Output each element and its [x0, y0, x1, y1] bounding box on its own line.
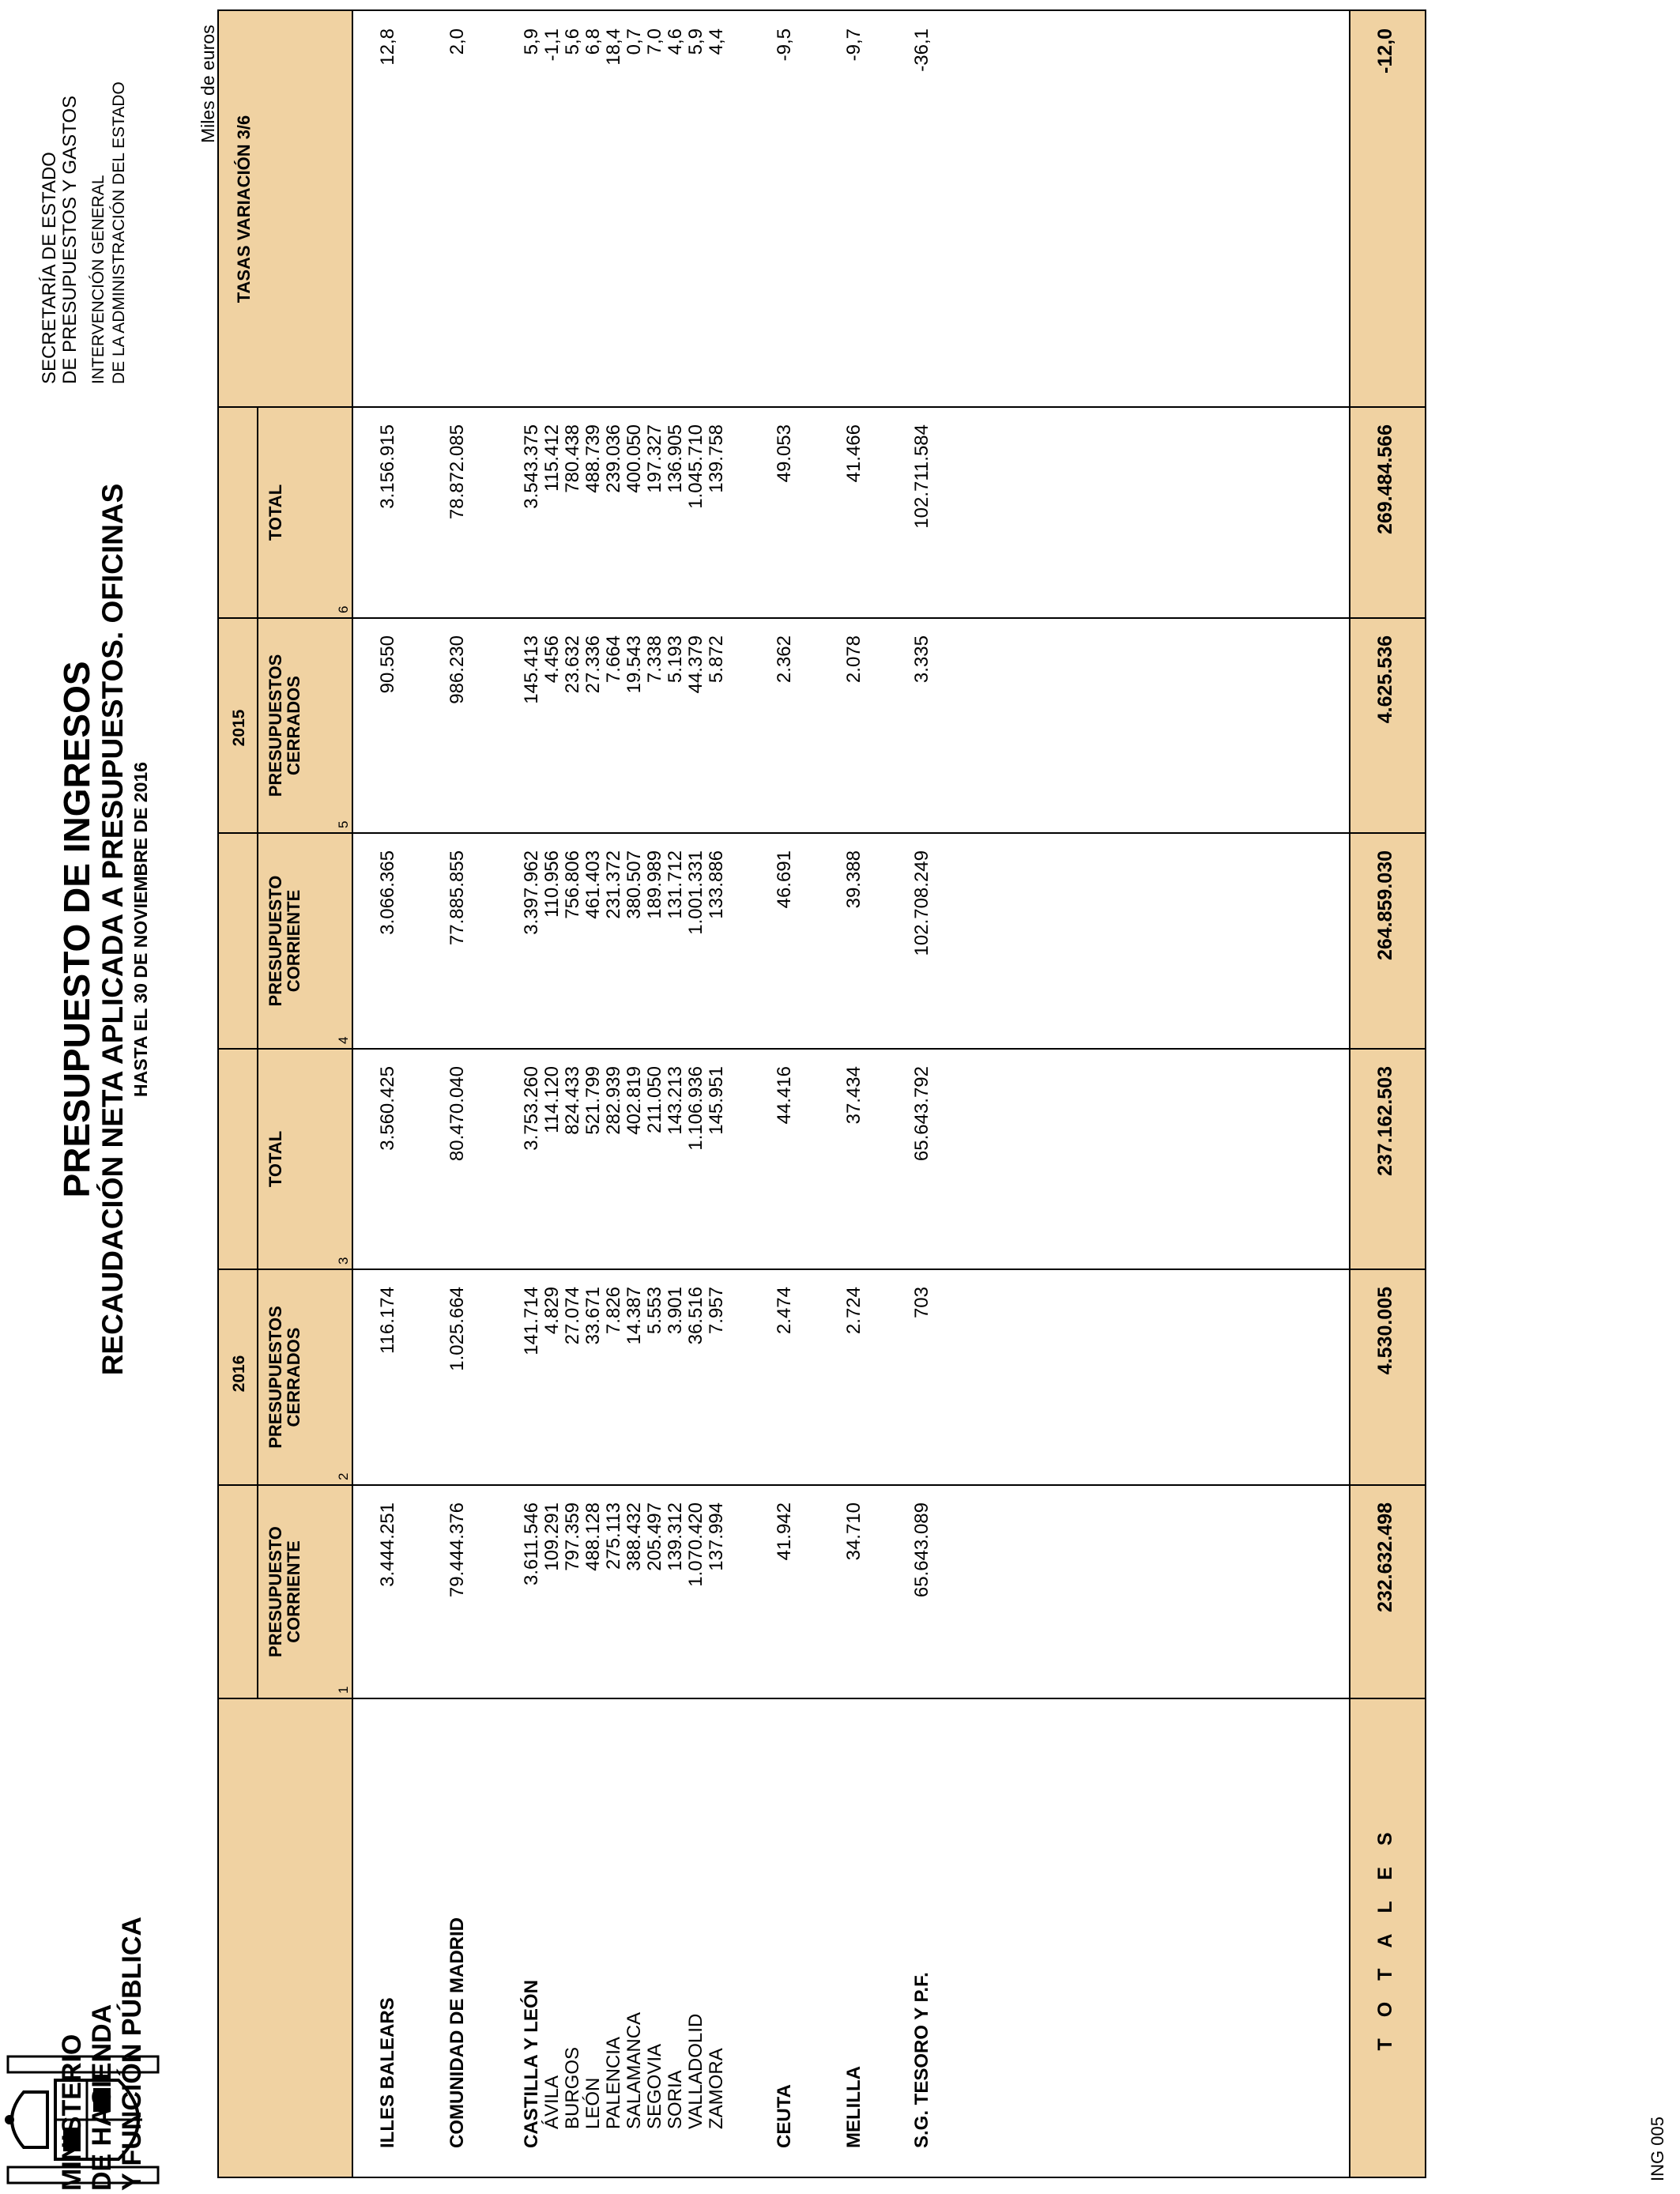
secretaria-line-2: DE PRESUPUESTOS Y GASTOS [59, 95, 81, 384]
column-header: PRESUPUESTOS CERRADOS [266, 654, 303, 797]
cell-value: 4,4 [706, 28, 727, 55]
row-label: LEÓN [582, 2077, 604, 2129]
cell-value: 136.905 [665, 424, 686, 493]
cell-value: 488.128 [582, 1502, 604, 1571]
cell-value: 2.078 [843, 635, 864, 684]
cell-value: -9,5 [774, 28, 795, 62]
cell-value: 5,9 [685, 28, 706, 55]
totals-value: 237.162.503 [1374, 1066, 1396, 1177]
row-label: VALLADOLID [685, 2013, 706, 2129]
cell-value: 36.516 [685, 1287, 706, 1345]
cell-value: 5.872 [706, 635, 727, 684]
year-2016-label: 2016 [230, 1355, 248, 1393]
report-date: HASTA EL 30 DE NOVIEMBRE DE 2016 [130, 762, 151, 1097]
cell-value: 461.403 [582, 850, 604, 919]
row-label: CEUTA [774, 2084, 795, 2148]
cell-value: 1.070.420 [685, 1502, 706, 1587]
cell-value: 282.939 [603, 1066, 624, 1135]
column-number: 1 [336, 1686, 351, 1694]
units-label: Miles de euros [198, 25, 218, 143]
cell-value: 34.710 [843, 1502, 864, 1561]
secretaria-line-1: SECRETARÍA DE ESTADO [39, 152, 60, 384]
cell-value: 2,0 [446, 28, 468, 55]
cell-value: 824.433 [562, 1066, 583, 1135]
row-label: SEGOVIA [644, 2043, 665, 2129]
column-divider [219, 1269, 1425, 1270]
cell-value: 77.885.855 [446, 850, 468, 946]
cell-value: 7.957 [706, 1287, 727, 1335]
cell-value: 102.711.584 [911, 424, 932, 529]
row-label: BURGOS [562, 2046, 583, 2129]
ministry-name [57, 1851, 147, 2191]
cell-value: 189.989 [644, 850, 665, 919]
cell-value: 5.553 [644, 1287, 665, 1335]
cell-value: 7,0 [644, 28, 665, 55]
cell-value: 3.611.546 [521, 1502, 542, 1585]
cell-value: 703 [911, 1287, 932, 1319]
cell-value: 797.359 [562, 1502, 583, 1571]
cell-value: 521.799 [582, 1066, 604, 1135]
column-divider [219, 1484, 1425, 1486]
cell-value: 1.045.710 [685, 424, 706, 509]
cell-value: 143.213 [665, 1066, 686, 1135]
report-title: PRESUPUESTO DE INGRESOS [56, 661, 97, 1198]
cell-value: 133.886 [706, 850, 727, 919]
cell-value: 986.230 [446, 635, 468, 704]
cell-value: 275.113 [603, 1502, 624, 1570]
cell-value: 41.466 [843, 424, 864, 483]
cell-value: 114.120 [541, 1066, 563, 1133]
report-subtitle: RECAUDACIÓN NETA APLICADA A PRESUPUESTOS. OFICINAS [96, 483, 129, 1376]
cell-value: 3.901 [665, 1287, 686, 1335]
cell-value: 197.327 [644, 424, 665, 493]
cell-value: 1.025.664 [446, 1287, 468, 1371]
column-divider [219, 1048, 1425, 1050]
column-number: 2 [336, 1472, 351, 1480]
cell-value: 211.050 [644, 1066, 665, 1133]
ministry-line-3: Y FUNCIÓN PÚBLICA [117, 1917, 147, 2191]
cell-value: 3.560.425 [377, 1066, 398, 1151]
cell-value: 49.053 [774, 424, 795, 483]
row-label: ÁVILA [541, 2075, 563, 2129]
secretaria-block [40, 5, 130, 384]
cell-value: 145.951 [706, 1066, 727, 1135]
data-table [217, 9, 1426, 2178]
row-label: SALAMANCA [623, 2011, 645, 2129]
cell-value: 4.456 [541, 635, 563, 684]
cell-value: 110.956 [541, 850, 563, 918]
cell-value: -36,1 [911, 28, 932, 72]
cell-value: 3.543.375 [521, 424, 542, 509]
totals-value: 232.632.498 [1374, 1502, 1396, 1613]
cell-value: 5,6 [562, 28, 583, 55]
column-number: 4 [336, 1036, 351, 1044]
cell-value: 139.758 [706, 424, 727, 493]
cell-value: 400.050 [623, 424, 645, 493]
cell-value: 2.724 [843, 1287, 864, 1335]
cell-value: 3.444.251 [377, 1502, 398, 1587]
cell-value: 131.712 [665, 850, 686, 919]
cell-value: 5.193 [665, 635, 686, 684]
cell-value: 79.444.376 [446, 1502, 468, 1598]
cell-value: 137.994 [706, 1502, 727, 1571]
column-header: TASAS VARIACIÓN 3/6 [234, 115, 254, 303]
totals-value: 4.530.005 [1374, 1287, 1396, 1375]
report-titles [57, 376, 152, 1483]
totals-value: 4.625.536 [1374, 635, 1396, 724]
totals-value: 264.859.030 [1374, 850, 1396, 961]
intervencion-line-2: DE LA ADMINISTRACIÓN DEL ESTADO [110, 81, 128, 384]
cell-value: 19.543 [623, 635, 645, 694]
row-label: SORIA [665, 2070, 686, 2129]
cell-value: 12,8 [377, 28, 398, 66]
cell-value: 46.691 [774, 850, 795, 909]
cell-value: 141.714 [521, 1287, 542, 1355]
column-header: TOTAL [266, 484, 285, 541]
cell-value: 3.066.365 [377, 850, 398, 935]
cell-value: 231.372 [603, 850, 624, 919]
intervencion-line-1: INTERVENCIÓN GENERAL [89, 175, 107, 384]
ministry-line-2: DE HACIENDA [87, 2004, 117, 2191]
cell-value: 78.872.085 [446, 424, 468, 520]
cell-value: 3.335 [911, 635, 932, 684]
year-header-divider [257, 407, 258, 1698]
cell-value: 80.470.040 [446, 1066, 468, 1162]
cell-value: 102.708.249 [911, 850, 932, 956]
cell-value: 109.291 [541, 1502, 563, 1571]
column-divider [219, 1698, 1425, 1699]
cell-value: 65.643.792 [911, 1066, 932, 1162]
cell-value: 3.397.962 [521, 850, 542, 935]
cell-value: 0,7 [623, 28, 645, 55]
cell-value: 205.497 [644, 1502, 665, 1571]
year-2015-label: 2015 [230, 709, 248, 747]
cell-value: 2.362 [774, 635, 795, 684]
cell-value: 41.942 [774, 1502, 795, 1561]
cell-value: 39.388 [843, 850, 864, 909]
cell-value: -1,1 [541, 28, 563, 62]
column-number: 5 [336, 820, 351, 828]
column-header: TOTAL [266, 1130, 285, 1188]
cell-value: 5,9 [521, 28, 542, 55]
cell-value: 388.432 [623, 1502, 645, 1571]
cell-value: 44.379 [685, 635, 706, 694]
row-label: ILLES BALEARS [377, 1997, 398, 2148]
column-divider [219, 832, 1425, 834]
cell-value: 6,8 [582, 28, 604, 55]
cell-value: 488.739 [582, 424, 604, 493]
cell-value: 33.671 [582, 1287, 604, 1345]
totals-value: 269.484.566 [1374, 424, 1396, 535]
cell-value: 65.643.089 [911, 1502, 932, 1598]
ministry-line-1: MINISTERIO [57, 2034, 87, 2191]
cell-value: 37.434 [843, 1066, 864, 1125]
cell-value: 7.826 [603, 1287, 624, 1335]
cell-value: 4.829 [541, 1287, 563, 1335]
row-label: ZAMORA [706, 2048, 727, 2129]
cell-value: 27.336 [582, 635, 604, 694]
cell-value: 27.074 [562, 1287, 583, 1345]
cell-value: 402.819 [623, 1066, 645, 1135]
column-divider [219, 406, 1425, 408]
cell-value: 1.106.936 [685, 1066, 706, 1151]
cell-value: 139.312 [665, 1502, 686, 1571]
cell-value: -9,7 [843, 28, 864, 62]
row-label: MELILLA [843, 2066, 864, 2148]
cell-value: 1.001.331 [685, 850, 706, 935]
cell-value: 23.632 [562, 635, 583, 694]
cell-value: 7.338 [644, 635, 665, 684]
cell-value: 18,4 [603, 28, 624, 66]
row-label: CASTILLA Y LEÓN [521, 1980, 542, 2148]
column-number: 6 [336, 605, 351, 613]
cell-value: 115.412 [541, 424, 563, 492]
cell-value: 90.550 [377, 635, 398, 694]
cell-value: 116.174 [377, 1287, 398, 1354]
cell-value: 3.156.915 [377, 424, 398, 509]
column-header: PRESUPUESTO CORRIENTE [266, 1526, 303, 1657]
cell-value: 239.036 [603, 424, 624, 493]
column-number: 3 [336, 1257, 351, 1265]
cell-value: 3.753.260 [521, 1066, 542, 1151]
cell-value: 7.664 [603, 635, 624, 684]
column-header: PRESUPUESTO CORRIENTE [266, 875, 303, 1007]
cell-value: 380.507 [623, 850, 645, 919]
cell-value: 4,6 [665, 28, 686, 55]
totals-value: -12,0 [1374, 28, 1396, 74]
cell-value: 756.806 [562, 850, 583, 919]
cell-value: 145.413 [521, 635, 542, 704]
row-label: PALENCIA [603, 2037, 624, 2129]
column-divider [219, 617, 1425, 619]
cell-value: 14.387 [623, 1287, 645, 1345]
document-id: ING 005 [1648, 2117, 1667, 2181]
cell-value: 780.438 [562, 424, 583, 493]
totals-label: T O T A L E S [1374, 1824, 1396, 2051]
row-label: S.G. TESORO Y P.F. [911, 1972, 932, 2148]
cell-value: 44.416 [774, 1066, 795, 1125]
row-label: COMUNIDAD DE MADRID [446, 1917, 468, 2148]
cell-value: 2.474 [774, 1287, 795, 1335]
column-header: PRESUPUESTOS CERRADOS [266, 1306, 303, 1449]
